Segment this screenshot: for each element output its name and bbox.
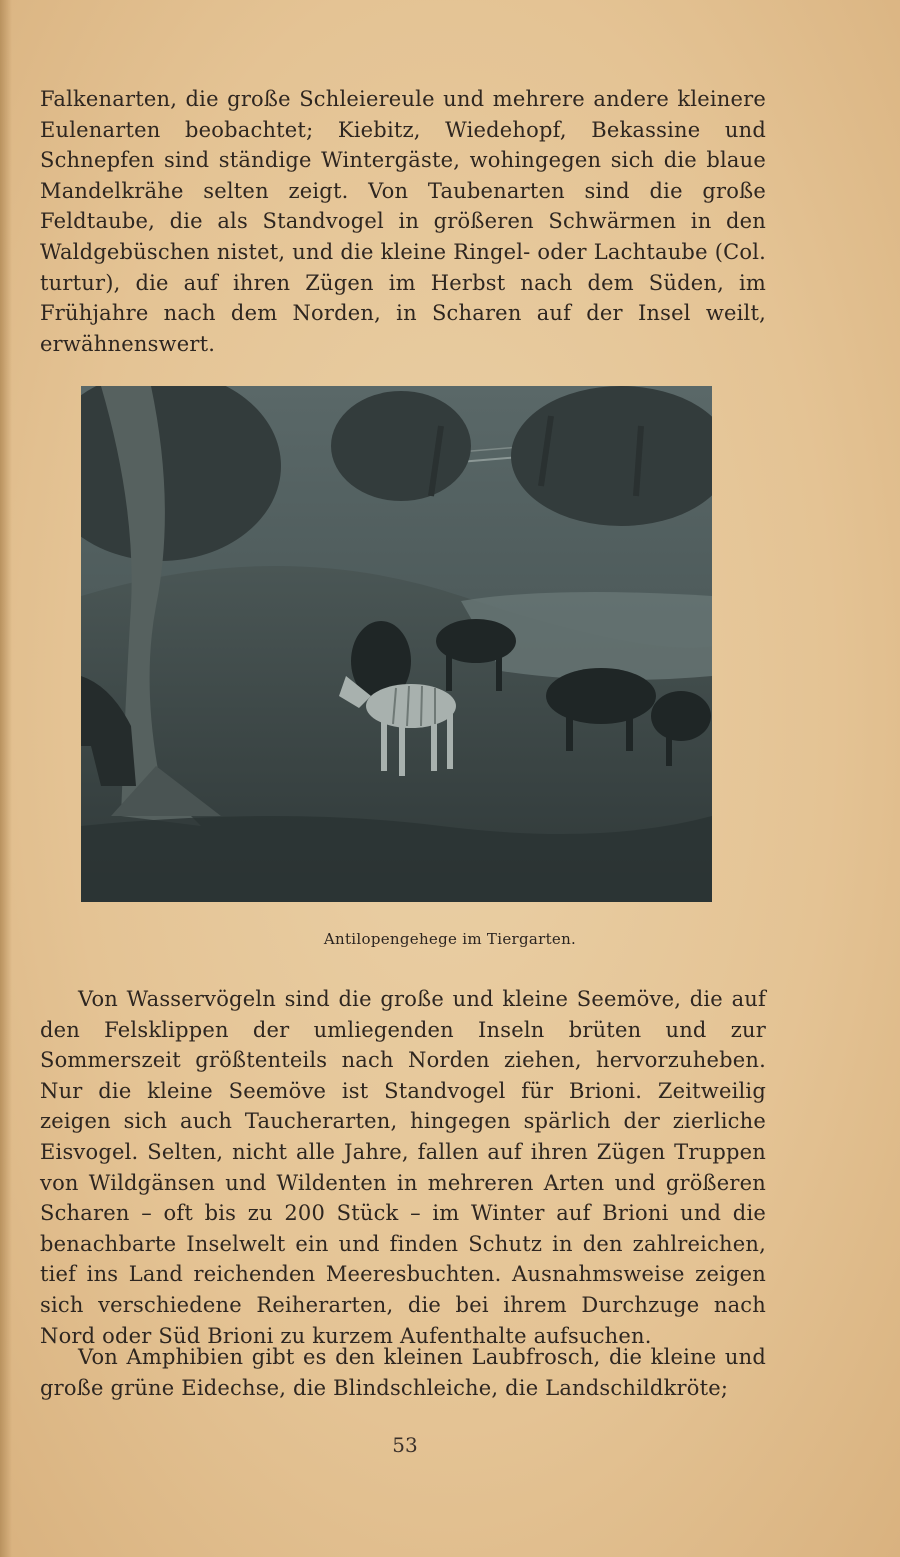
page-edge-shadow xyxy=(0,0,12,1557)
body-paragraph-3 xyxy=(40,1342,766,1403)
body-paragraph-1 xyxy=(40,84,766,359)
body-paragraph-2 xyxy=(40,984,766,1351)
photo-antelope-enclosure xyxy=(81,386,712,902)
paragraph-text: Falkenarten, die große Schleiereule und mehrere andere kleinere Eulenarten beobachtet; Kiebitz, Wiedehopf, Bekassine und Schnepfen sind ständige Wintergäste, wohingegen sich die blaue Mandelkrähe selten zeigt. Von Taubenarten sind die große Feldtaube, die als Standvogel in größeren Schwärmen in den Waldgebüschen nistet, und die kleine Ringel- oder Lachtaube (Col. turtur), die auf ihren Zügen im Herbst nach dem Süden, im Frühjahre nach dem Norden, in Scharen auf der Insel weilt, erwähnenswert. xyxy=(40,87,766,356)
antelope-photo-illustration xyxy=(81,386,712,902)
photo-caption: Antilopengehege im Tiergarten. xyxy=(323,930,577,948)
paragraph-text: Von Wasservögeln sind die große und kleine Seemöve, die auf den Felsklippen der umliegenden Inseln brüten und zur Sommerszeit größtenteils nach Norden ziehen, hervorzuheben. Nur die kleine Seemöve ist Standvogel für Brioni. Zeitweilig zeigen sich auch Taucherarten, hingegen spärlich der zierliche Eisvogel. Selten, nicht alle Jahre, fallen auf ihren Zügen Truppen von Wildgänsen und Wildenten in mehreren Arten und größeren Scharen – oft bis zu 200 Stück – im Winter auf Brioni und die benachbarte Inselwelt ein und finden Schutz in den zahlreichen, tief ins Land reichenden Meeresbuchten. Ausnahmsweise zeigen sich verschiedene Reiherarten, die bei ihrem Durchzuge nach Nord oder Süd Brioni zu kurzem Aufenthalte aufsuchen. xyxy=(40,987,766,1348)
paragraph-text: Von Amphibien gibt es den kleinen Laubfrosch, die kleine und große grüne Eidechse, die Blindschleiche, die Landschildkröte; xyxy=(40,1345,766,1400)
page-number: 53 xyxy=(392,1433,418,1457)
